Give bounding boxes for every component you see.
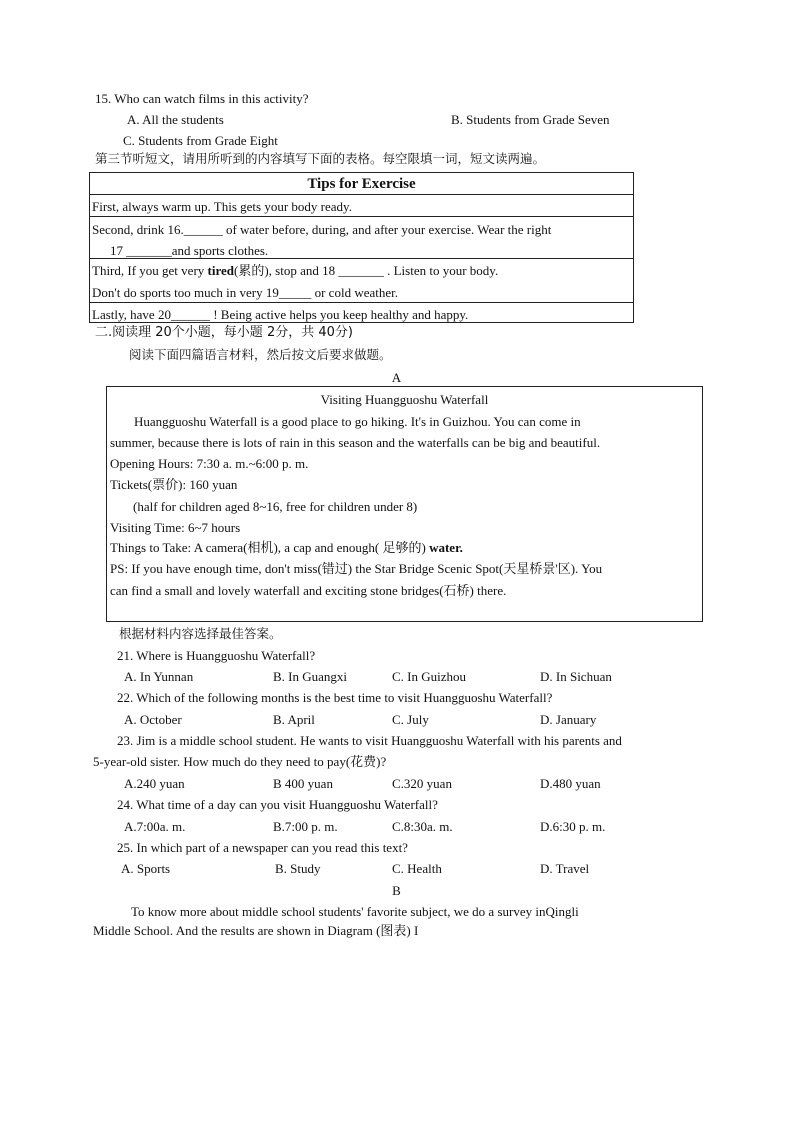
q25-option-b: B. Study bbox=[275, 861, 321, 876]
passage-a-title: Visiting Huangguoshu Waterfall bbox=[320, 392, 489, 407]
q24-option-c: C.8:30a. m. bbox=[392, 819, 453, 834]
q15-option-b: B. Students from Grade Seven bbox=[451, 112, 610, 127]
table-row-text: First, always warm up. This gets your body ready. bbox=[92, 199, 352, 214]
table-row-text: Lastly, have 20______ ! Being active helps you keep healthy and happy. bbox=[92, 307, 469, 322]
q24-option-b: B.7:00 p. m. bbox=[273, 819, 338, 834]
table-text-bold: tired bbox=[207, 263, 235, 278]
question-23: 23. Jim is a middle school student. He wants to visit Huangguoshu Waterfall with his parents and bbox=[117, 733, 622, 748]
passage-b-line: To know more about middle school students' favorite subject, we do a survey inQingli bbox=[131, 904, 579, 919]
q22-option-b: B. April bbox=[273, 712, 315, 727]
question-24: 24. What time of a day can you visit Huangguoshu Waterfall? bbox=[117, 797, 438, 812]
question-25: 25. In which part of a newspaper can you read this text? bbox=[117, 840, 408, 855]
q24-option-a: A.7:00a. m. bbox=[124, 819, 186, 834]
table-text-segment: Third, If you get very bbox=[92, 263, 208, 278]
table-row-text: 17 _______and sports clothes. bbox=[110, 243, 269, 258]
passage-a-instruction: 根据材料内容选择最佳答案。 bbox=[119, 626, 282, 641]
tickets-note: (half for children aged 8~16, free for children under 8) bbox=[133, 499, 418, 514]
q23-option-c: C.320 yuan bbox=[392, 776, 452, 791]
q15-option-a: A. All the students bbox=[127, 112, 224, 127]
table-text-segment: (累的), stop and 18 _______ . Listen to your body. bbox=[234, 263, 499, 278]
q24-option-d: D.6:30 p. m. bbox=[540, 819, 606, 834]
ps-line: can find a small and lovely waterfall and exciting stone bridges(石桥) there. bbox=[110, 583, 507, 598]
things-bold: water. bbox=[429, 540, 463, 555]
passage-a-label: A bbox=[391, 370, 402, 385]
q21-option-b: B. In Guangxi bbox=[273, 669, 348, 684]
part2-heading: 二.阅读理 20个小题，每小题 2分，共 40分) bbox=[95, 325, 353, 340]
q25-option-c: C. Health bbox=[392, 861, 442, 876]
table-row bbox=[90, 258, 633, 303]
passage-a-line: summer, because there is lots of rain in this season and the waterfalls can be big and beautiful. bbox=[110, 435, 601, 450]
q22-option-a: A. October bbox=[124, 712, 182, 727]
q15-question: 15. Who can watch films in this activity? bbox=[95, 91, 309, 106]
table-row-text: Don't do sports too much in very 19_____ or cold weather. bbox=[92, 285, 398, 300]
table-title: Tips for Exercise bbox=[307, 176, 416, 192]
q21-option-c: C. In Guizhou bbox=[392, 669, 467, 684]
table-row-text: Second, drink 16.______ of water before, during, and after your exercise. Wear the right bbox=[92, 222, 552, 237]
q23-option-a: A.240 yuan bbox=[124, 776, 185, 791]
passage-a-line: Huangguoshu Waterfall is a good place to go hiking. It's in Guizhou. You can come in bbox=[134, 414, 581, 429]
table-row bbox=[90, 302, 633, 324]
table-row bbox=[90, 216, 633, 259]
q22-option-c: C. July bbox=[392, 712, 429, 727]
q25-option-a: A. Sports bbox=[121, 861, 171, 876]
visiting-time: Visiting Time: 6~7 hours bbox=[110, 520, 241, 535]
ps-line: PS: If you have enough time, don't miss(错过) the Star Bridge Scenic Spot(天星桥景'区). You bbox=[110, 561, 603, 576]
question-22: 22. Which of the following months is the best time to visit Huangguoshu Waterfall? bbox=[117, 690, 553, 705]
q21-option-a: A. In Yunnan bbox=[124, 669, 194, 684]
opening-hours: Opening Hours: 7:30 a. m.~6:00 p. m. bbox=[110, 456, 309, 471]
passage-a-box bbox=[106, 386, 703, 622]
q23-option-d: D.480 yuan bbox=[540, 776, 601, 791]
q25-option-d: D. Travel bbox=[540, 861, 590, 876]
question-21: 21. Where is Huangguoshu Waterfall? bbox=[117, 648, 316, 663]
section3-instruction: 第三节听短文，请用所听到的内容填写下面的表格。每空限填一词，短文读两遍。 bbox=[95, 151, 546, 166]
part2-instruction: 阅读下面四篇语言材料，然后按文后要求做题。 bbox=[129, 347, 392, 362]
q21-option-d: D. In Sichuan bbox=[540, 669, 612, 684]
passage-b-line: Middle School. And the results are shown in Diagram (图表) I bbox=[93, 923, 419, 938]
q22-option-d: D. January bbox=[540, 712, 597, 727]
passage-b-label: B bbox=[392, 883, 401, 898]
q15-option-c: C. Students from Grade Eight bbox=[123, 133, 278, 148]
tips-for-exercise-table bbox=[89, 172, 634, 323]
things-text: Things to Take: A camera(相机), a cap and enough( 足够的) bbox=[110, 540, 430, 555]
table-row-text bbox=[92, 263, 498, 279]
things-to-take bbox=[110, 540, 463, 556]
table-row bbox=[90, 194, 633, 217]
table-title-row bbox=[90, 173, 633, 194]
tickets: Tickets(票价): 160 yuan bbox=[110, 477, 238, 492]
q23-option-b: B 400 yuan bbox=[273, 776, 333, 791]
question-23-cont: 5-year-old sister. How much do they need to pay(花费)? bbox=[93, 754, 387, 769]
